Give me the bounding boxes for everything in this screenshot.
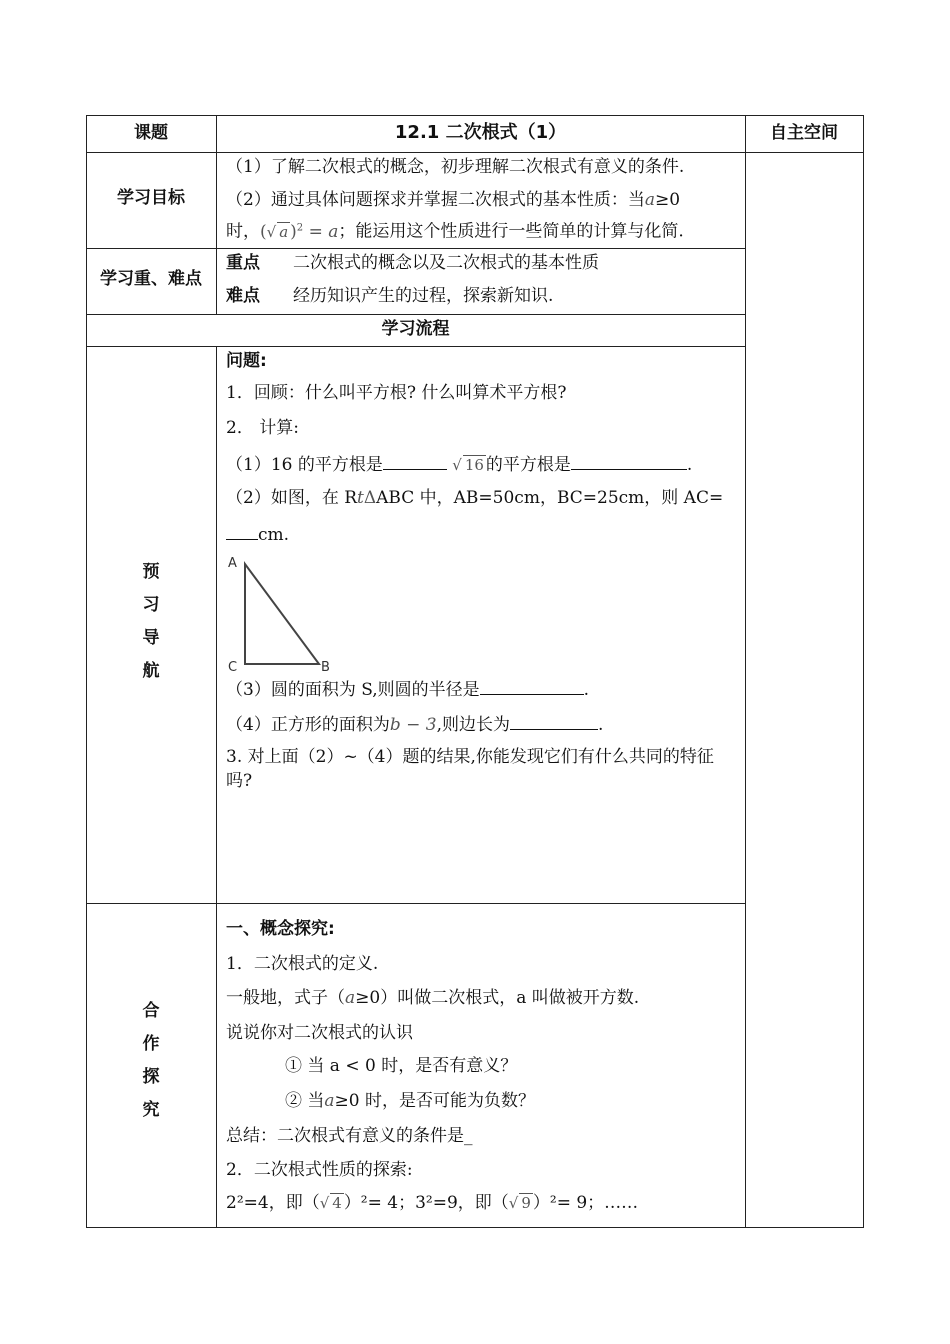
rt-triangle-symbol: tΔ [357,488,377,508]
question-item-2 [285,1090,535,1112]
eq-sqrt-symbol-2: √ [508,1194,519,1212]
eq-text-b: ）²= 4；3²=9，即（ [343,1193,509,1213]
right-triangle-figure [226,553,341,675]
talk-prompt: 说说你对二次根式的认识 [226,1023,413,1043]
preview-char-2: 习 [142,595,160,615]
answer-blank-5[interactable] [510,712,598,730]
eq-sqrt-9: 9 [521,1194,531,1212]
q3-text: （3）圆的面积为 S,则圆的半径是 [226,680,480,700]
keypoints-label: 学习重、难点 [100,269,202,289]
explore-char-4: 究 [142,1100,160,1120]
eq-sqrt-4: 4 [332,1194,342,1212]
hard-label: 难点 [226,286,260,306]
def-var-a: a [345,988,356,1008]
goal-line-3 [226,217,684,243]
explore-char-1: 合 [142,1001,160,1021]
q2-2-text-b: ABC 中，AB=50cm，BC=25cm，则 AC= [376,488,724,508]
item2-text-a: ② 当 [285,1091,325,1111]
header-row-border [86,152,864,153]
explore-char-3: 探 [142,1067,160,1087]
goals-row-border [86,248,745,249]
item2-var-a: a [324,1091,335,1111]
question-label: 问题: [226,351,267,371]
triangle-vertex-b: B [321,660,330,675]
page-title: 12.1 二次根式（1） [394,122,567,143]
definition-text [226,987,639,1009]
answer-blank-4[interactable] [480,677,584,695]
q2-2-text-a: （2）如图，在 R [226,488,358,508]
preview-char-1: 预 [142,562,160,582]
summary-line: 总结：二次根式有意义的条件是_ [226,1126,473,1146]
eq-sqrt-symbol-1: √ [319,1194,330,1212]
question-2-1 [226,452,692,476]
flow-heading: 学习流程 [381,319,450,339]
triangle-vertex-a: A [228,556,237,571]
q4-expression: b − 3 [389,715,437,735]
label-column-divider-lower [216,346,217,1228]
key-label: 重点 [226,253,260,273]
formula-result: a [328,221,339,242]
table-bottom-border [86,1227,864,1228]
sqrt-symbol: √ [452,456,462,474]
geq-zero: ≥0 [654,190,681,210]
answer-blank-2[interactable] [571,452,687,470]
question-2-2-cont [226,522,289,546]
goal-line-2 [226,189,680,211]
q2-1-period: . [686,455,693,475]
definition-title: 1．二次根式的定义. [226,954,379,974]
question-2-2 [226,487,723,509]
topic-label: 课题 [134,123,168,143]
preview-char-4: 航 [142,661,160,681]
q4-text-b: ,则边长为 [436,715,510,735]
triangle-vertex-c: C [228,660,238,675]
goal-line-3-text: ；能运用这个性质进行一些简单的计算与化简. [338,221,684,242]
goal-line-3-prefix: 时， [226,221,260,242]
property-title: 2．二次根式性质的探索: [226,1160,413,1180]
sqrt-16: 16 [464,456,484,474]
q2-2-unit: cm. [258,525,290,545]
preview-char-3: 导 [142,628,160,648]
eq-text-c: ）²= 9；…… [532,1193,639,1213]
var-a: a [644,190,655,210]
self-space-label: 自主空间 [770,123,838,143]
question-1: 1．回顾：什么叫平方根? 什么叫算术平方根? [226,383,567,403]
sqrt-a-squared-formula: (√ a )$^2$ = a [260,221,339,242]
table-right-border [863,115,864,1228]
question-item-1: ① 当 a < 0 时，是否有意义？ [285,1056,518,1076]
formula-radicand: a [279,222,289,241]
q4-period: . [597,715,604,735]
goal-line-2-text: （2）通过具体问题探求并掌握二次根式的基本性质：当 [226,190,645,210]
explore-char-2: 作 [142,1034,160,1054]
q4-text-a: （4）正方形的面积为 [226,715,390,735]
q2-1-text-a: （1）16 的平方根是 [226,455,383,475]
question-5-line-2: 吗? [226,771,253,791]
question-5-line-1: 3. 对上面（2）~（4）题的结果,你能发现它们有什么共同的特征 [226,747,714,767]
space-column-divider [745,115,746,1228]
hard-text: 经历知识产生的过程，探索新知识. [293,286,554,306]
property-example [226,1192,638,1214]
question-3 [226,677,589,701]
explore-label [86,995,216,1127]
flow-row-border [86,346,745,347]
table-top-border [86,115,864,116]
triangle-shape [245,564,319,664]
answer-blank-3[interactable] [226,522,258,540]
goals-label: 学习目标 [117,188,185,208]
key-text: 二次根式的概念以及二次根式的基本性质 [293,253,599,273]
item2-text-b: ≥0 时，是否可能为负数？ [334,1091,536,1111]
def-text-a: 一般地，式子（ [226,988,345,1008]
preview-row-border [86,903,745,904]
def-text-b: ≥0）叫做二次根式，a 叫做被开方数. [355,988,640,1008]
answer-blank-1[interactable] [383,452,447,470]
question-2: 2． 计算: [226,418,299,438]
eq-text-a: 2²=4，即（ [226,1193,320,1213]
keypoints-row-border [86,314,745,315]
question-4 [226,712,603,736]
q2-1-text-b: 的平方根是 [485,455,571,475]
concept-heading: 一、概念探究: [226,919,335,939]
label-column-divider [216,115,217,315]
q3-period: . [583,680,590,700]
goal-line-1: （1）了解二次根式的概念，初步理解二次根式有意义的条件. [226,157,685,177]
preview-label [86,556,216,688]
